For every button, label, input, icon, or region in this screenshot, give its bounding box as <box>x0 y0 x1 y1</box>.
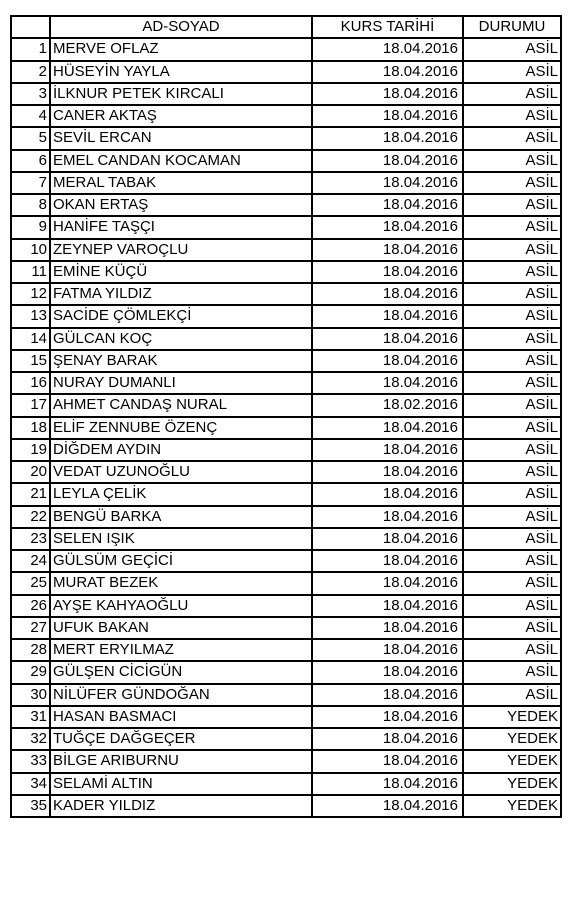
table-row <box>11 328 561 350</box>
participant-status: ASİL <box>463 528 561 550</box>
course-date: 18.04.2016 <box>312 483 463 505</box>
row-number: 25 <box>11 572 50 594</box>
participant-name: DİĞDEM AYDIN <box>50 439 312 461</box>
participant-status: ASİL <box>463 417 561 439</box>
row-number: 26 <box>11 595 50 617</box>
participant-name: OKAN ERTAŞ <box>50 194 312 216</box>
row-number: 7 <box>11 172 50 194</box>
table-row <box>11 283 561 305</box>
participant-name: MURAT BEZEK <box>50 572 312 594</box>
row-number: 6 <box>11 150 50 172</box>
table-row <box>11 350 561 372</box>
participant-name: NURAY DUMANLI <box>50 372 312 394</box>
course-date: 18.04.2016 <box>312 773 463 795</box>
row-number: 11 <box>11 261 50 283</box>
participant-status: ASİL <box>463 684 561 706</box>
participant-name: BİLGE ARIBURNU <box>50 750 312 772</box>
participant-status: ASİL <box>463 595 561 617</box>
participant-name: SELAMİ ALTIN <box>50 773 312 795</box>
table-row <box>11 305 561 327</box>
course-date: 18.04.2016 <box>312 261 463 283</box>
table-row <box>11 795 561 817</box>
table-row <box>11 617 561 639</box>
course-date: 18.04.2016 <box>312 461 463 483</box>
course-date: 18.04.2016 <box>312 83 463 105</box>
row-number: 17 <box>11 394 50 416</box>
row-number: 9 <box>11 216 50 238</box>
row-number: 28 <box>11 639 50 661</box>
participant-status: ASİL <box>463 172 561 194</box>
row-number: 23 <box>11 528 50 550</box>
participant-status: ASİL <box>463 372 561 394</box>
participant-name: ZEYNEP VAROÇLU <box>50 239 312 261</box>
table-row <box>11 728 561 750</box>
row-number: 2 <box>11 61 50 83</box>
course-date: 18.04.2016 <box>312 194 463 216</box>
row-number: 27 <box>11 617 50 639</box>
course-date: 18.04.2016 <box>312 728 463 750</box>
participant-status: ASİL <box>463 216 561 238</box>
participant-status: ASİL <box>463 394 561 416</box>
row-number: 30 <box>11 684 50 706</box>
participant-status: ASİL <box>463 105 561 127</box>
row-number: 4 <box>11 105 50 127</box>
participant-name: KADER YILDIZ <box>50 795 312 817</box>
table-row <box>11 83 561 105</box>
table-row <box>11 550 561 572</box>
participant-name: MERT ERYILMAZ <box>50 639 312 661</box>
course-date: 18.04.2016 <box>312 105 463 127</box>
participant-name: GÜLCAN KOÇ <box>50 328 312 350</box>
participant-name: SACİDE ÇÖMLEKÇİ <box>50 305 312 327</box>
participant-status: ASİL <box>463 283 561 305</box>
course-date: 18.04.2016 <box>312 283 463 305</box>
table-row <box>11 439 561 461</box>
participant-name: SEVİL ERCAN <box>50 127 312 149</box>
table-row <box>11 239 561 261</box>
course-date: 18.04.2016 <box>312 795 463 817</box>
table-row <box>11 38 561 60</box>
row-number: 18 <box>11 417 50 439</box>
course-date: 18.04.2016 <box>312 239 463 261</box>
participant-name: FATMA YILDIZ <box>50 283 312 305</box>
row-number: 29 <box>11 661 50 683</box>
course-date: 18.04.2016 <box>312 661 463 683</box>
participant-status: ASİL <box>463 461 561 483</box>
participant-name: İLKNUR PETEK KIRCALI <box>50 83 312 105</box>
participant-status: ASİL <box>463 639 561 661</box>
table-row <box>11 773 561 795</box>
table-row <box>11 661 561 683</box>
course-date: 18.04.2016 <box>312 706 463 728</box>
course-date: 18.04.2016 <box>312 528 463 550</box>
row-number: 3 <box>11 83 50 105</box>
table-row <box>11 461 561 483</box>
participant-name: ELİF ZENNUBE ÖZENÇ <box>50 417 312 439</box>
course-date: 18.04.2016 <box>312 417 463 439</box>
row-number: 15 <box>11 350 50 372</box>
course-date: 18.04.2016 <box>312 572 463 594</box>
table-row <box>11 528 561 550</box>
participant-name: MERAL TABAK <box>50 172 312 194</box>
participant-name: AHMET CANDAŞ NURAL <box>50 394 312 416</box>
row-number: 13 <box>11 305 50 327</box>
row-number: 22 <box>11 506 50 528</box>
course-date: 18.04.2016 <box>312 38 463 60</box>
row-number: 32 <box>11 728 50 750</box>
row-number: 10 <box>11 239 50 261</box>
course-date: 18.04.2016 <box>312 350 463 372</box>
participant-status: ASİL <box>463 350 561 372</box>
row-number: 1 <box>11 38 50 60</box>
participant-status: YEDEK <box>463 773 561 795</box>
header-status: DURUMU <box>463 16 561 38</box>
row-number: 12 <box>11 283 50 305</box>
table-row <box>11 706 561 728</box>
participant-name: CANER AKTAŞ <box>50 105 312 127</box>
table-row <box>11 216 561 238</box>
table-row <box>11 572 561 594</box>
table-header-row <box>11 16 561 38</box>
course-date: 18.04.2016 <box>312 61 463 83</box>
participant-status: ASİL <box>463 617 561 639</box>
participant-status: ASİL <box>463 661 561 683</box>
participant-name: BENGÜ BARKA <box>50 506 312 528</box>
participant-name: GÜLŞEN CİCİGÜN <box>50 661 312 683</box>
participant-status: ASİL <box>463 83 561 105</box>
course-date: 18.04.2016 <box>312 372 463 394</box>
participant-status: YEDEK <box>463 795 561 817</box>
row-number: 35 <box>11 795 50 817</box>
participant-status: ASİL <box>463 127 561 149</box>
course-date: 18.04.2016 <box>312 150 463 172</box>
table-row <box>11 394 561 416</box>
participant-name: VEDAT UZUNOĞLU <box>50 461 312 483</box>
participant-name: MERVE OFLAZ <box>50 38 312 60</box>
row-number: 31 <box>11 706 50 728</box>
participant-name: ŞENAY BARAK <box>50 350 312 372</box>
participant-name: EMEL CANDAN KOCAMAN <box>50 150 312 172</box>
participant-name: LEYLA ÇELİK <box>50 483 312 505</box>
header-course-date: KURS TARİHİ <box>312 16 463 38</box>
course-date: 18.04.2016 <box>312 172 463 194</box>
course-date: 18.04.2016 <box>312 506 463 528</box>
table-row <box>11 506 561 528</box>
table-row <box>11 684 561 706</box>
row-number: 5 <box>11 127 50 149</box>
participant-name: TUĞÇE DAĞGEÇER <box>50 728 312 750</box>
participant-table <box>10 15 562 818</box>
course-date: 18.04.2016 <box>312 305 463 327</box>
participant-status: ASİL <box>463 506 561 528</box>
participant-name: HANİFE TAŞÇI <box>50 216 312 238</box>
course-date: 18.04.2016 <box>312 550 463 572</box>
row-number: 33 <box>11 750 50 772</box>
participant-status: ASİL <box>463 239 561 261</box>
participant-status: ASİL <box>463 261 561 283</box>
table-row <box>11 105 561 127</box>
table-row <box>11 595 561 617</box>
participant-status: YEDEK <box>463 728 561 750</box>
participant-status: ASİL <box>463 61 561 83</box>
course-date: 18.04.2016 <box>312 684 463 706</box>
table-row <box>11 261 561 283</box>
participant-status: ASİL <box>463 305 561 327</box>
row-number: 19 <box>11 439 50 461</box>
row-number: 21 <box>11 483 50 505</box>
course-date: 18.04.2016 <box>312 439 463 461</box>
participant-name: HASAN BASMACI <box>50 706 312 728</box>
participant-status: YEDEK <box>463 750 561 772</box>
participant-status: YEDEK <box>463 706 561 728</box>
table-row <box>11 127 561 149</box>
table-row <box>11 483 561 505</box>
participant-status: ASİL <box>463 439 561 461</box>
participant-name: SELEN IŞIK <box>50 528 312 550</box>
table-row <box>11 639 561 661</box>
participant-status: ASİL <box>463 483 561 505</box>
table-row <box>11 150 561 172</box>
participant-name: NİLÜFER GÜNDOĞAN <box>50 684 312 706</box>
row-number: 20 <box>11 461 50 483</box>
table-row <box>11 194 561 216</box>
row-number: 16 <box>11 372 50 394</box>
row-number: 14 <box>11 328 50 350</box>
header-number <box>11 16 50 38</box>
participant-status: ASİL <box>463 194 561 216</box>
table-row <box>11 172 561 194</box>
participant-name: GÜLSÜM GEÇİCİ <box>50 550 312 572</box>
participant-status: ASİL <box>463 550 561 572</box>
course-date: 18.04.2016 <box>312 617 463 639</box>
table-row <box>11 61 561 83</box>
row-number: 8 <box>11 194 50 216</box>
table-row <box>11 372 561 394</box>
course-date: 18.04.2016 <box>312 639 463 661</box>
participant-status: ASİL <box>463 150 561 172</box>
participant-name: UFUK BAKAN <box>50 617 312 639</box>
course-date: 18.04.2016 <box>312 595 463 617</box>
table-row <box>11 750 561 772</box>
course-date: 18.04.2016 <box>312 127 463 149</box>
participant-name: EMİNE KÜÇÜ <box>50 261 312 283</box>
participant-status: ASİL <box>463 38 561 60</box>
participant-status: ASİL <box>463 328 561 350</box>
table-row <box>11 417 561 439</box>
row-number: 24 <box>11 550 50 572</box>
course-date: 18.04.2016 <box>312 216 463 238</box>
header-name: AD-SOYAD <box>50 16 312 38</box>
participant-status: ASİL <box>463 572 561 594</box>
course-date: 18.04.2016 <box>312 328 463 350</box>
course-date: 18.02.2016 <box>312 394 463 416</box>
course-date: 18.04.2016 <box>312 750 463 772</box>
row-number: 34 <box>11 773 50 795</box>
participant-name: AYŞE KAHYAOĞLU <box>50 595 312 617</box>
participant-name: HÜSEYİN YAYLA <box>50 61 312 83</box>
